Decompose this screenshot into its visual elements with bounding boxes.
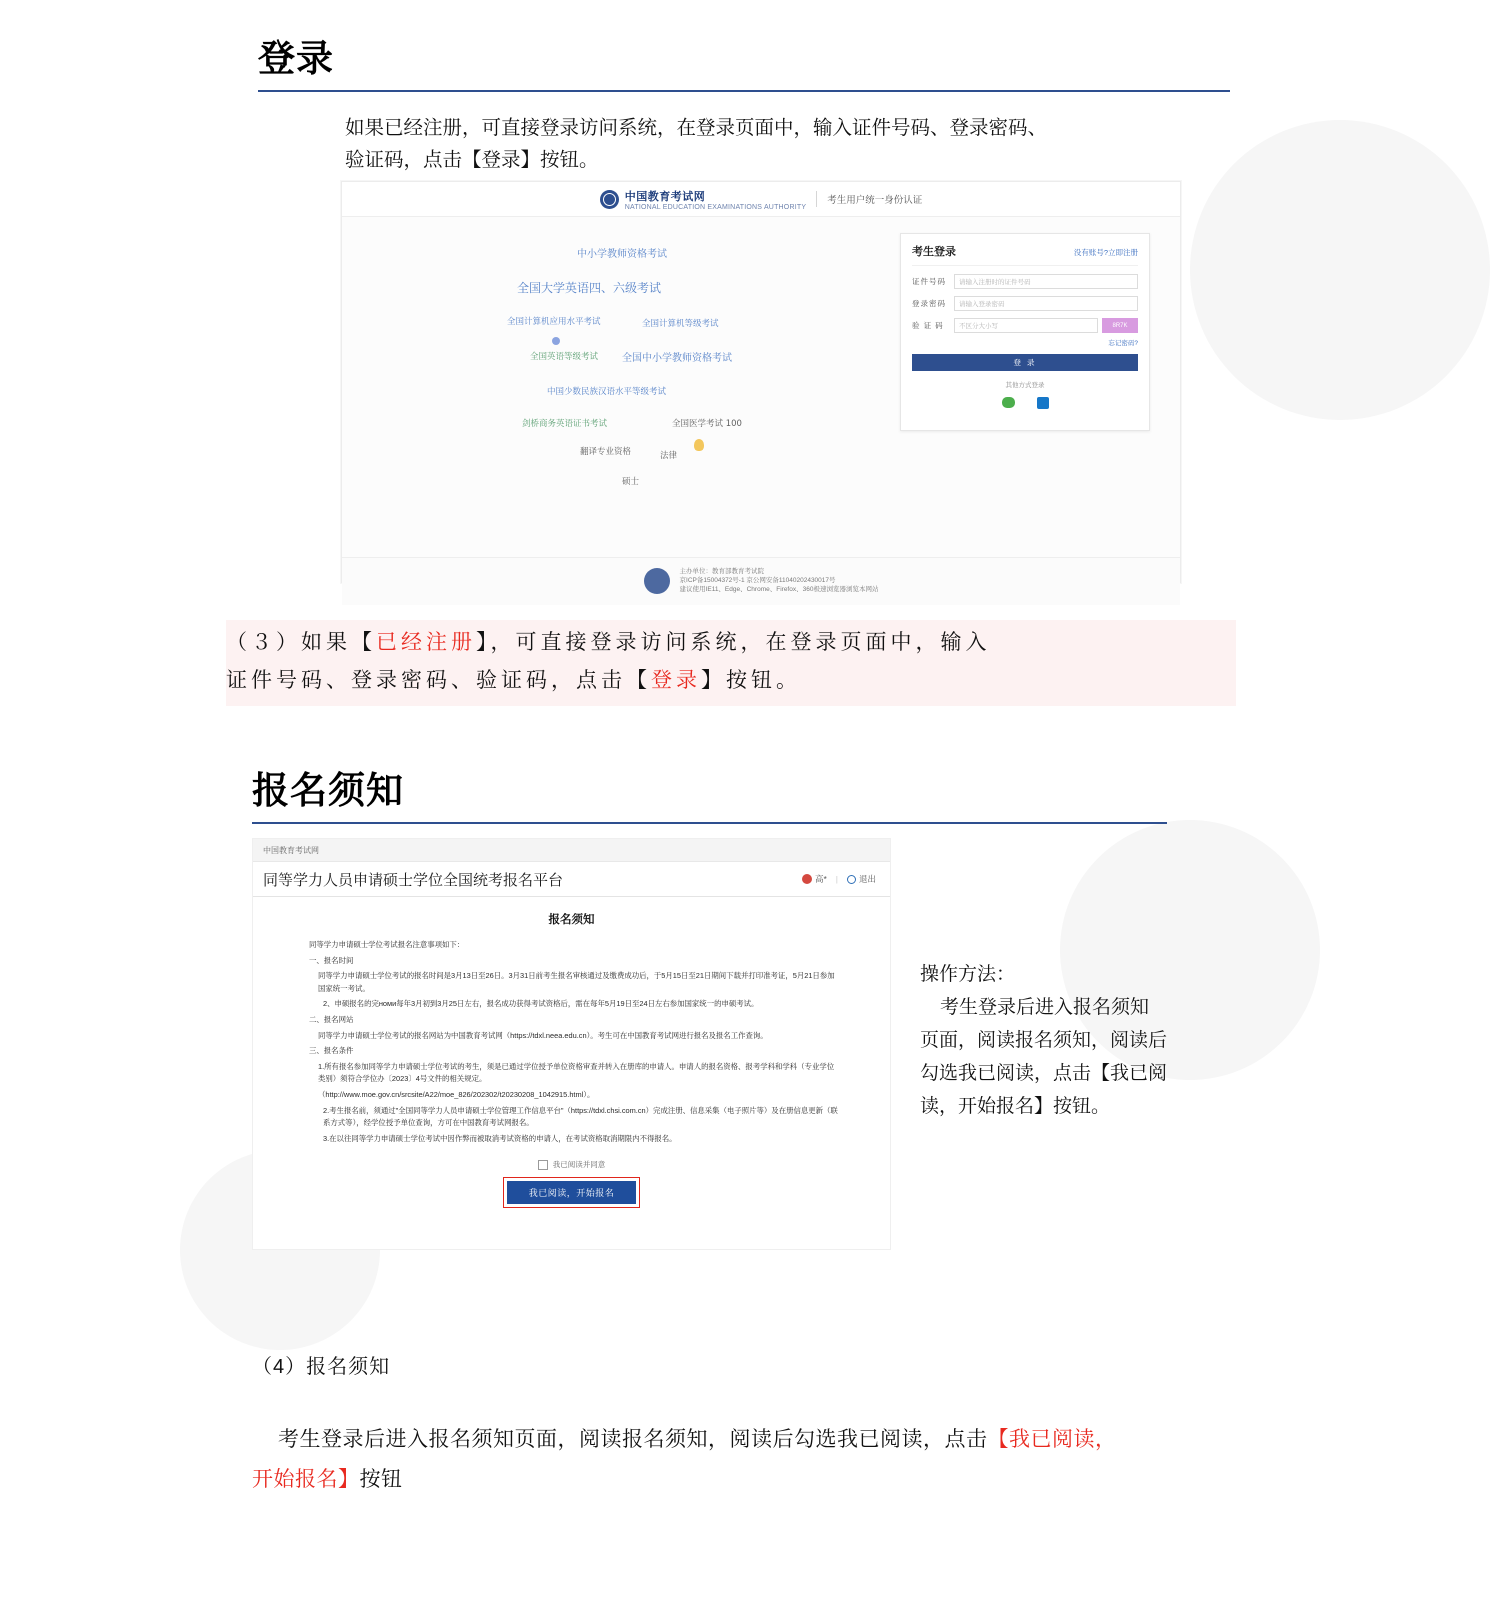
notice-paragraph: 一、报名时间 xyxy=(309,955,354,965)
handwriting-illustration xyxy=(342,217,900,487)
paragraph-4: （4）报名须知 xyxy=(252,1356,391,1378)
notice-paragraph: 3.在以往同等学力申请硕士学位考试中因作弊而被取消考试资格的申请人，在考试资格取消期限内不得报名。 xyxy=(323,1133,677,1143)
site-header xyxy=(342,182,1180,217)
note-line-4: 读，开始报名】按钮。 xyxy=(920,1096,1111,1117)
alipay-icon[interactable] xyxy=(1037,397,1049,409)
notice-title: 报名须知 xyxy=(548,914,595,926)
login-card-header xyxy=(912,243,1138,266)
bulb-icon xyxy=(694,439,704,451)
section-title-notice: 报名须知 xyxy=(252,770,404,811)
intro-line-1: 如果已经注册，可直接登录访问系统，在登录页面中，输入证件号码、登录密码、 xyxy=(345,117,1048,139)
logout-icon xyxy=(847,875,856,884)
handwriting-text: 硕士 xyxy=(622,477,640,487)
notice-text xyxy=(253,939,890,1145)
other-login-label: 其他方式登录 xyxy=(1005,382,1045,389)
agree-row[interactable] xyxy=(253,1159,890,1170)
notice-paragraph: 2、申硕报名的完номи每年3月初到3月25日左右，报名成功获得考试资格后，需在每年5月19日至24日左右参加国家统一的申硕考试。 xyxy=(323,999,759,1009)
id-input[interactable]: 请输入注册时的证件号码 xyxy=(954,274,1138,289)
user-name: 高* xyxy=(814,874,827,884)
note-line-2: 页面，阅读报名须知，阅读后 xyxy=(920,1030,1168,1051)
notice-paragraph: 同等学力申请硕士学位考试报名注意事项如下： xyxy=(309,940,465,949)
agree-checkbox[interactable] xyxy=(538,1160,548,1170)
handwriting-text: 全国大学英语四、六级考试 xyxy=(517,281,662,295)
logout-label: 退出 xyxy=(858,874,876,884)
intro-line-2: 验证码，点击【登录】按钮。 xyxy=(345,149,599,171)
header-divider xyxy=(816,191,817,207)
notice-paragraph: 1.所有报名参加同等学力申请硕士学位考试的考生，须是已通过学位授予单位资格审查并转入在册库的申请人。申请人的报名资格、报考学科和学科（专业学位类别）须符合学位办〔2023〕4号文件的相关规定。 xyxy=(318,1061,835,1084)
id-row xyxy=(912,274,1138,289)
site-footer xyxy=(342,557,1180,605)
third-party-login-icons xyxy=(912,397,1138,409)
notice-paragraph: 2.考生报名前，须通过"全国同等学力人员申请硕士学位管理工作信息平台"（https://tdxl.chsi.com.cn）完成注册、信息采集（电子照片等）及在册信息更新（联系方式等），经学位授予单位查询，方可在中国教育考试网报名。 xyxy=(323,1105,838,1128)
wechat-icon[interactable] xyxy=(1002,397,1015,408)
password-input[interactable]: 请输入登录密码 xyxy=(954,296,1138,311)
notice-paragraph: （http://www.moe.gov.cn/srcsite/A22/moe_826/202302/t20230208_1042915.html）。 xyxy=(318,1089,595,1099)
blank-area xyxy=(342,447,1180,557)
handwriting-text: 全国中小学教师资格考试 xyxy=(622,353,732,364)
avatar-icon xyxy=(802,874,812,884)
submit-highlight-box xyxy=(503,1177,641,1208)
p3-red-1: 已经注册 xyxy=(376,631,476,654)
captcha-input[interactable]: 不区分大小写 xyxy=(954,318,1098,333)
highlighted-paragraph-3 xyxy=(226,620,1236,706)
handwriting-text: 全国医学考试 100 xyxy=(672,419,742,429)
handwriting-text: 法律 xyxy=(660,451,678,461)
handwriting-text: 全国计算机等级考试 xyxy=(642,319,719,329)
id-label: 证件号码 xyxy=(912,277,946,286)
handwriting-text: 全国计算机应用水平考试 xyxy=(507,317,601,327)
screenshot-notice-page xyxy=(252,838,891,1250)
start-registration-button[interactable]: 我已阅读，开始报名 xyxy=(507,1181,637,1204)
header-separator: | xyxy=(835,874,838,884)
operation-note xyxy=(920,958,1190,1123)
notice-paragraph: 二、报名网站 xyxy=(309,1014,354,1024)
p5-red-2: 开始报名】 xyxy=(252,1468,360,1491)
footer-seal-icon xyxy=(644,568,670,594)
p3-red-2: 登录 xyxy=(651,669,701,692)
footer-line-1: 主办单位：教育部教育考试院 xyxy=(679,568,765,575)
login-body xyxy=(342,217,1180,487)
paragraph-3-line-2 xyxy=(226,662,1236,700)
submit-area xyxy=(253,1177,890,1208)
footer-line-2: 京ICP备15004372号-1 京公网安备11040202430017号 xyxy=(679,577,836,584)
captcha-row xyxy=(912,318,1138,333)
notice-body xyxy=(253,897,890,1218)
p5-text-b: 按钮 xyxy=(359,1468,403,1491)
handwriting-text: 中小学教师资格考试 xyxy=(577,249,667,260)
login-card-title: 考生登录 xyxy=(912,246,956,258)
brand-name: 中国教育考试网 xyxy=(624,190,706,203)
notice-paragraph: 三、报名条件 xyxy=(309,1046,354,1056)
handwriting-text: 翻译专业资格 xyxy=(580,447,632,457)
footer-line-3: 建议使用IE11、Edge、Chrome、Firefox、360极速浏览器浏览本网站 xyxy=(679,586,879,593)
p3-text-a: （３）如果【 xyxy=(226,631,376,654)
login-button[interactable]: 登 录 xyxy=(912,354,1138,371)
paragraph-5 xyxy=(252,1420,1262,1500)
password-row xyxy=(912,296,1138,311)
platform-header xyxy=(253,862,890,897)
notice-paragraph: 同等学力申请硕士学位考试的报名时间是3月13日至26日。3月31日前考生报名审核通过及缴费成功后，于5月15日至21日期间下载并打印准考证，5月21日参加国家统一考试。 xyxy=(318,971,835,993)
platform-title: 同等学力人员申请硕士学位全国统考报名平台 xyxy=(263,871,564,889)
password-label: 登录密码 xyxy=(912,299,946,308)
title-divider-2 xyxy=(252,822,1167,824)
register-link[interactable]: 没有账号?立即注册 xyxy=(1073,248,1138,257)
logout-button[interactable] xyxy=(847,873,876,885)
note-title: 操作方法： xyxy=(920,964,1016,985)
p5-text-a: 考生登录后进入报名须知页面，阅读报名须知，阅读后勾选我已阅读，点击 xyxy=(278,1428,988,1451)
paragraph-3-line-1 xyxy=(226,624,1236,662)
forgot-password-link[interactable]: 忘记密码? xyxy=(1108,340,1138,347)
p5-red-1: 【我已阅读， xyxy=(987,1428,1117,1451)
browser-topbar xyxy=(253,839,890,862)
handwriting-text: 全国英语等级考试 xyxy=(530,352,599,362)
neea-logo xyxy=(600,188,806,211)
captcha-label: 验 证 码 xyxy=(912,321,944,330)
handwriting-text: 中国少数民族汉语水平等级考试 xyxy=(547,387,667,397)
agree-label: 我已阅读并同意 xyxy=(552,1160,606,1170)
login-card xyxy=(900,233,1150,431)
neea-seal-icon xyxy=(600,190,619,209)
topbar-site-name: 中国教育考试网 xyxy=(263,845,319,855)
p3-text-b: 】，可直接登录访问系统，在登录页面中，输入 xyxy=(476,631,991,654)
section-title-login: 登录 xyxy=(258,38,334,79)
title-divider xyxy=(258,90,1230,92)
brand-slogan: 考生用户统一身份认证 xyxy=(827,195,923,206)
note-line-1: 考生登录后进入报名须知 xyxy=(940,997,1150,1018)
captcha-image[interactable]: 8R7K xyxy=(1102,318,1138,333)
p3-text-d: 】按钮。 xyxy=(701,669,801,692)
pin-icon xyxy=(552,337,560,345)
p3-text-c: 证件号码、登录密码、验证码，点击【 xyxy=(226,669,651,692)
screenshot-login-page xyxy=(341,181,1181,593)
user-badge[interactable] xyxy=(802,873,827,885)
note-line-3: 勾选我已阅读，点击【我已阅 xyxy=(920,1063,1168,1084)
notice-paragraph: 同等学力申请硕士学位考试的报名网站为中国教育考试网（https://tdxl.neea.edu.cn）。考生可在中国教育考试网进行报名及报名工作查询。 xyxy=(318,1030,768,1040)
handwriting-text: 剑桥商务英语证书考试 xyxy=(522,419,608,429)
brand-subtitle: NATIONAL EDUCATION EXAMINATIONS AUTHORITY xyxy=(624,203,807,211)
